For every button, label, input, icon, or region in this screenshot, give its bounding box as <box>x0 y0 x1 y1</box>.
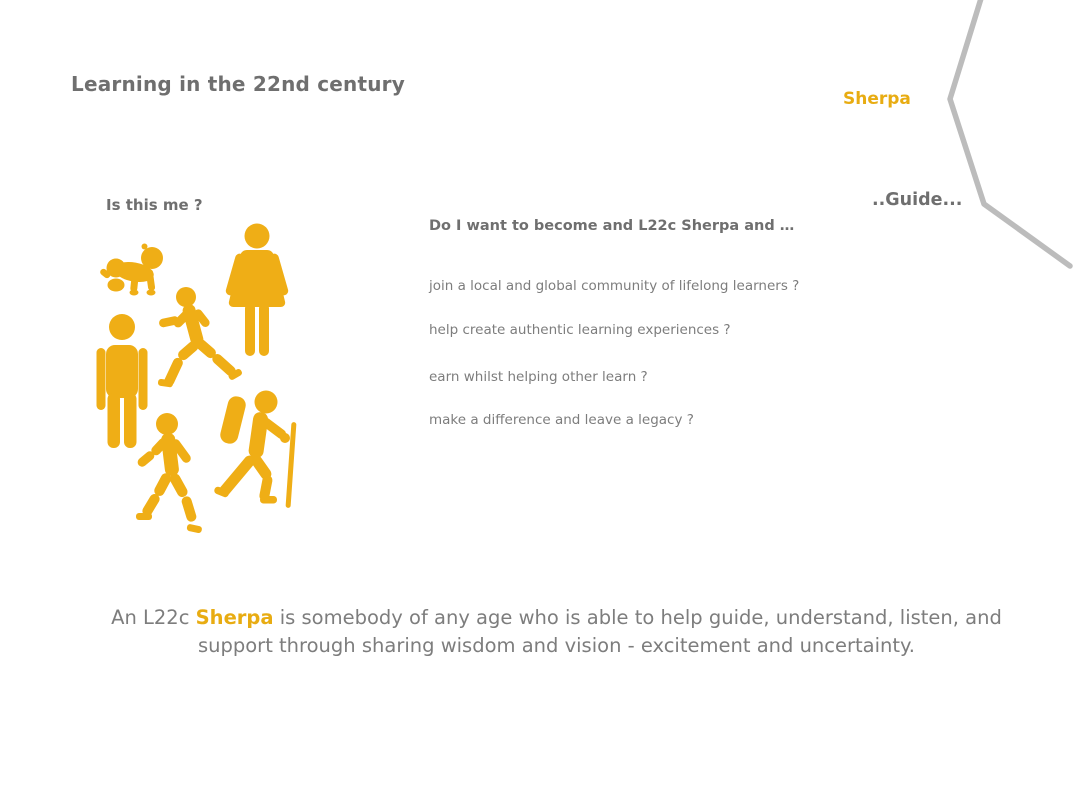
question-item: join a local and global community of lifelong learners ? <box>429 278 800 294</box>
mountain-ridge-line <box>920 0 1073 275</box>
definition-paragraph <box>40 604 1073 660</box>
question-item: earn whilst helping other learn ? <box>429 369 648 385</box>
walking-person-icon <box>136 412 212 534</box>
question-item: make a difference and leave a legacy ? <box>429 412 694 428</box>
guide-label: ..Guide... <box>872 190 963 210</box>
questions-heading: Do I want to become and L22c Sherpa and … <box>429 218 795 234</box>
definition-text-suffix: is somebody of any age who is able to help guide, understand, listen, and <box>273 606 1002 629</box>
hiker-with-pole-icon <box>210 382 310 527</box>
is-this-me-caption: Is this me ? <box>106 196 203 214</box>
definition-line-2: support through sharing wisdom and vision - excitement and uncertainty. <box>197 634 916 657</box>
sherpa-highlight: Sherpa <box>195 606 274 629</box>
page-title: Learning in the 22nd century <box>71 72 405 96</box>
definition-text-prefix: An L22c <box>111 606 196 629</box>
definition-line-1 <box>40 604 1073 632</box>
sherpa-label: Sherpa <box>843 89 911 109</box>
running-child-icon <box>158 286 242 396</box>
question-item: help create authentic learning experiences ? <box>429 322 731 338</box>
